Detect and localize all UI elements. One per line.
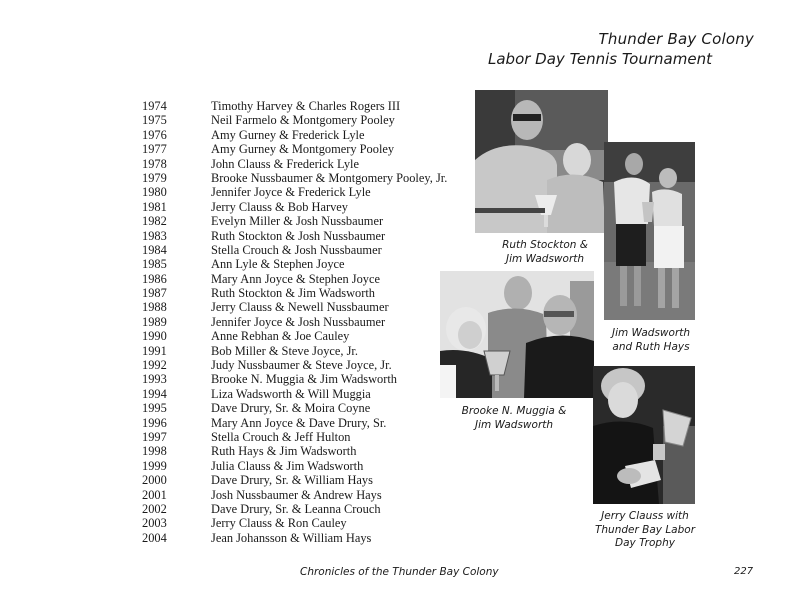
winner-year: 1980	[142, 185, 167, 200]
caption-line: Jim Wadsworth	[611, 327, 691, 339]
winner-year: 1978	[142, 156, 167, 171]
winner-year: 1995	[142, 401, 167, 416]
winner-year: 1998	[142, 444, 167, 459]
winner-year: 1999	[142, 458, 167, 473]
caption-line: Jerry Clauss with	[601, 510, 689, 522]
winner-names: Brooke Nussbaumer & Montgomery Pooley, Jr.	[211, 170, 448, 185]
winner-names: Mary Ann Joyce & Dave Drury, Sr.	[211, 415, 387, 430]
winner-names: Stella Crouch & Josh Nussbaumer	[211, 242, 382, 257]
winner-names: Jean Johansson & William Hays	[211, 530, 372, 545]
caption-line: Thunder Bay Labor	[594, 523, 696, 536]
winner-names: Jennifer Joyce & Josh Nussbaumer	[211, 314, 386, 329]
winner-names: Timothy Harvey & Charles Rogers III	[211, 99, 401, 113]
winner-names: Liza Wadsworth & Will Muggia	[211, 386, 371, 401]
winner-names: Judy Nussbaumer & Steve Joyce, Jr.	[211, 358, 392, 373]
caption-line: Day Trophy	[615, 537, 675, 549]
winner-year: 1988	[142, 300, 167, 315]
winner-year: 1992	[142, 358, 167, 373]
winner-year: 1983	[142, 228, 167, 243]
winner-names: Ruth Hays & Jim Wadsworth	[211, 444, 357, 459]
photo-ruth-stockton-jim-wadsworth	[475, 90, 608, 233]
winner-year: 1981	[142, 199, 167, 214]
winner-names: Dave Drury, Sr. & William Hays	[211, 473, 373, 488]
winner-year: 1987	[142, 286, 167, 301]
winner-year: 1997	[142, 429, 167, 444]
winner-names: Anne Rebhan & Joe Cauley	[211, 329, 350, 344]
winner-names: Dave Drury, Sr. & Moira Coyne	[211, 401, 371, 416]
winner-names: Evelyn Miller & Josh Nussbaumer	[211, 214, 384, 229]
winner-year: 1985	[142, 257, 167, 272]
winner-year: 2003	[142, 516, 167, 531]
winner-year: 2000	[142, 473, 167, 488]
photo-jim-wadsworth-ruth-hays	[604, 142, 695, 320]
winner-year: 1996	[142, 415, 167, 430]
winner-names: Josh Nussbaumer & Andrew Hays	[211, 487, 382, 502]
winner-names: Jennifer Joyce & Frederick Lyle	[211, 185, 371, 200]
photo-brooke-muggia-jim-wadsworth	[440, 271, 594, 398]
winner-year: 1982	[142, 214, 167, 229]
caption-line: Brooke N. Muggia &	[461, 405, 567, 417]
winner-year: 2004	[142, 530, 167, 545]
caption-line: and Ruth Hays	[612, 341, 690, 353]
winner-names: Bob Miller & Steve Joyce, Jr.	[211, 343, 358, 358]
caption-line: Jim Wadsworth	[474, 419, 554, 431]
winner-names: Stella Crouch & Jeff Hulton	[211, 429, 351, 444]
winner-names: Jerry Clauss & Bob Harvey	[211, 199, 348, 214]
winner-names: Ruth Stockton & Jim Wadsworth	[211, 286, 375, 301]
winner-names: Neil Farmelo & Montgomery Pooley	[211, 113, 395, 128]
winner-year: 1986	[142, 271, 167, 286]
caption-jerry-clauss-trophy	[586, 510, 704, 551]
header-title-tournament: Labor Day Tennis Tournament	[488, 50, 712, 68]
photo-jerry-clauss-trophy	[593, 366, 695, 504]
winner-names: Dave Drury, Sr. & Leanna Crouch	[211, 501, 381, 516]
winner-year: 1974	[142, 99, 167, 113]
winner-names: Jerry Clauss & Newell Nussbaumer	[211, 300, 389, 315]
caption-ruth-stockton-jim-wadsworth	[470, 238, 620, 266]
caption-brooke-muggia-jim-wadsworth	[444, 404, 584, 432]
winner-names: Jerry Clauss & Ron Cauley	[211, 516, 347, 531]
winner-year: 1990	[142, 329, 167, 344]
winner-names: Brooke N. Muggia & Jim Wadsworth	[211, 372, 397, 387]
winner-names: Ruth Stockton & Josh Nussbaumer	[211, 228, 386, 243]
winner-year: 1993	[142, 372, 167, 387]
winner-names: Amy Gurney & Montgomery Pooley	[211, 142, 395, 157]
page-number: 227	[734, 566, 754, 577]
winner-year: 1989	[142, 314, 167, 329]
winner-names: Julia Clauss & Jim Wadsworth	[211, 458, 364, 473]
winner-year: 1984	[142, 242, 167, 257]
winner-year: 2001	[142, 487, 167, 502]
winner-names: John Clauss & Frederick Lyle	[211, 156, 359, 171]
winner-year: 2002	[142, 501, 167, 516]
winner-names: Ann Lyle & Stephen Joyce	[211, 257, 345, 272]
winner-year: 1991	[142, 343, 167, 358]
caption-line: Ruth Stockton &	[502, 239, 588, 251]
caption-jim-wadsworth-ruth-hays	[596, 326, 706, 354]
winner-year: 1975	[142, 113, 167, 128]
winner-names: Amy Gurney & Frederick Lyle	[211, 127, 365, 142]
footer-book-title: Chronicles of the Thunder Bay Colony	[300, 566, 499, 578]
caption-line: Jim Wadsworth	[505, 253, 585, 265]
winner-year: 1976	[142, 127, 167, 142]
winner-year: 1977	[142, 142, 167, 157]
winner-names: Mary Ann Joyce & Stephen Joyce	[211, 271, 380, 286]
winner-year: 1979	[142, 170, 167, 185]
winner-year: 1994	[142, 386, 167, 401]
header-title-colony: Thunder Bay Colony	[598, 30, 754, 48]
